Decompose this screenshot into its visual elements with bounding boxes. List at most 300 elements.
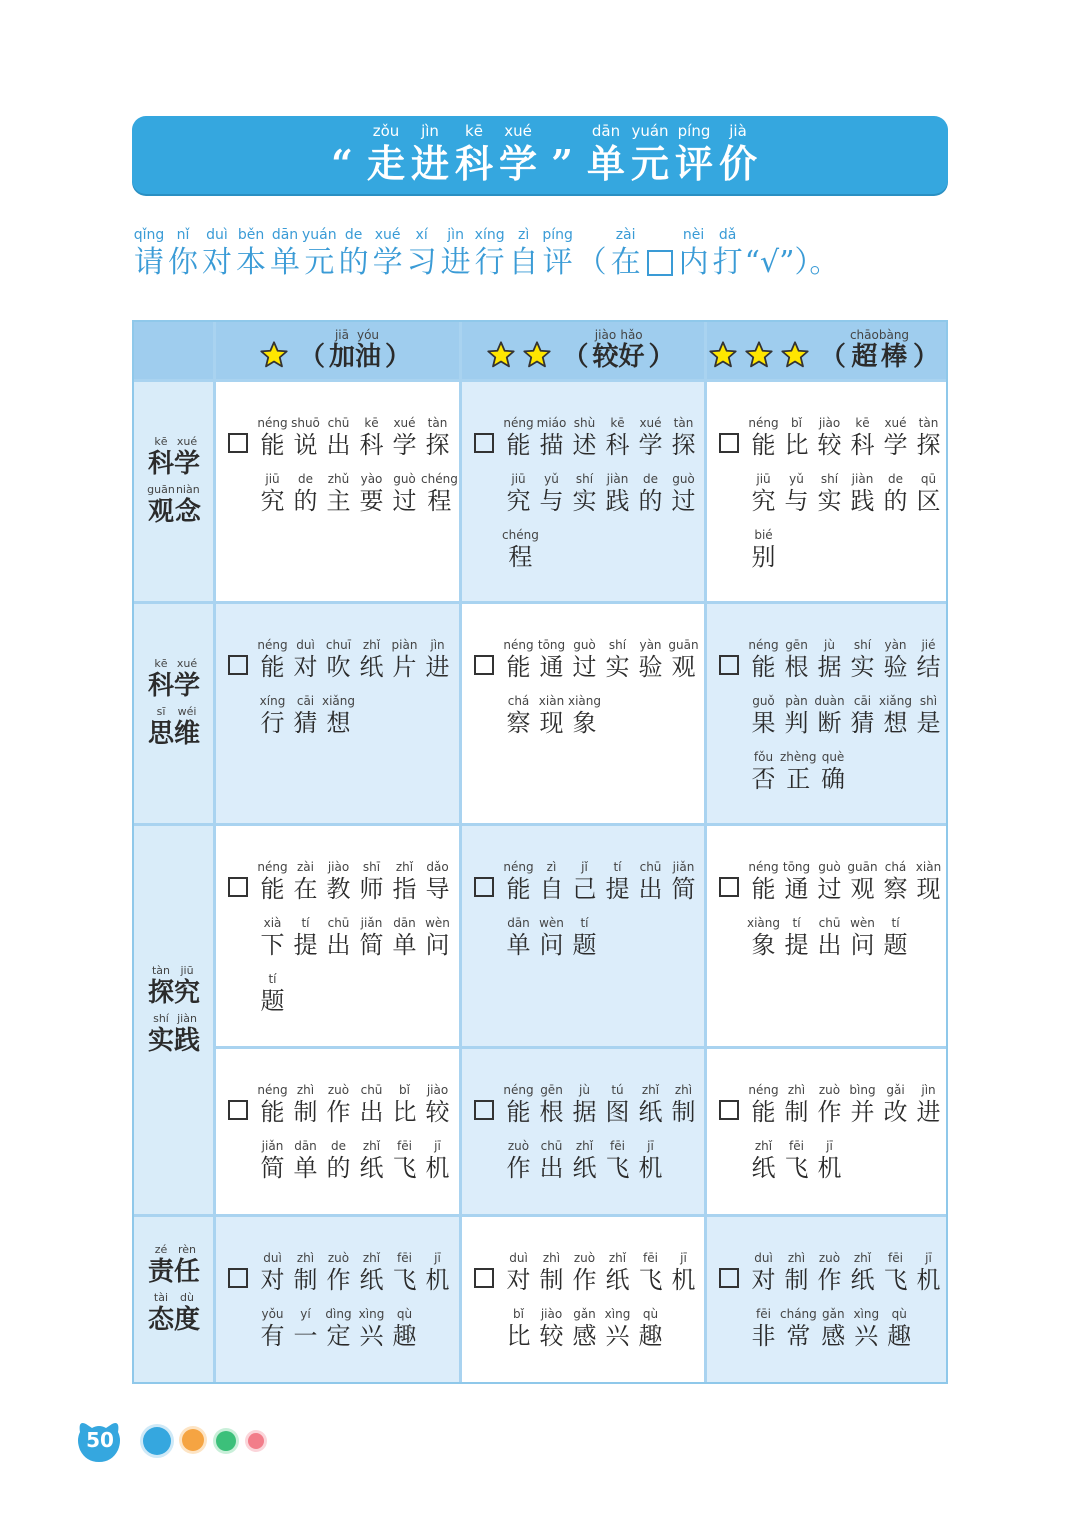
pinyin: shí — [820, 472, 839, 486]
self-check-checkbox[interactable] — [719, 655, 739, 675]
pinyin: jìn — [447, 227, 464, 243]
hanzi: 察 — [883, 875, 908, 903]
syllable — [388, 1083, 421, 1127]
hanzi: 能 — [506, 431, 531, 459]
syllable — [388, 638, 421, 682]
pinyin: fēi — [888, 1251, 903, 1265]
hanzi: 评 — [674, 141, 713, 186]
pinyin: bǐ — [399, 1083, 410, 1097]
pinyin: tàn — [427, 416, 448, 430]
self-check-checkbox[interactable] — [228, 877, 248, 897]
syllable — [289, 472, 322, 516]
self-check-checkbox[interactable] — [228, 433, 248, 453]
syllable — [452, 122, 496, 188]
grid-line-horizontal — [214, 1046, 946, 1049]
page-number: 50 — [86, 1428, 114, 1452]
syllable — [289, 1307, 322, 1351]
syllable — [329, 328, 355, 372]
hanzi: 纸 — [359, 653, 384, 681]
pinyin: dān — [393, 916, 416, 930]
pinyin: xué — [884, 416, 907, 430]
criterion-text — [719, 1245, 945, 1357]
pinyin: jiū — [511, 472, 526, 486]
pinyin: shù — [573, 416, 596, 430]
pinyin: fēi — [397, 1251, 412, 1265]
pinyin: néng — [503, 1083, 534, 1097]
self-check-checkbox[interactable] — [228, 1100, 248, 1120]
hanzi: 出 — [326, 431, 351, 459]
self-check-checkbox[interactable] — [474, 1100, 494, 1120]
category-line — [148, 1243, 200, 1287]
syllable — [337, 226, 371, 282]
criterion-line — [719, 1245, 945, 1295]
hanzi: 说 — [293, 431, 318, 459]
syllable — [256, 472, 289, 516]
syllable — [421, 1139, 454, 1183]
hanzi: 在 — [293, 875, 318, 903]
hanzi: 吹 — [326, 653, 351, 681]
pinyin: gǎi — [886, 1083, 905, 1097]
hanzi: 在 — [610, 245, 641, 280]
pinyin: tàn — [151, 964, 170, 977]
hanzi: 飞 — [883, 1266, 908, 1294]
syllable — [388, 860, 421, 904]
hanzi: 察 — [506, 709, 531, 737]
syllable — [439, 226, 473, 282]
decor-dot-blue — [143, 1427, 171, 1455]
self-check-checkbox[interactable] — [719, 877, 739, 897]
star-icon — [708, 340, 738, 370]
pinyin: xìng — [358, 1307, 385, 1321]
hanzi: 比 — [392, 1098, 417, 1126]
syllable — [388, 1139, 421, 1183]
syllable — [405, 226, 439, 282]
hanzi: 飞 — [392, 1154, 417, 1182]
hanzi: 究 — [260, 487, 285, 515]
syllable — [256, 916, 289, 960]
hanzi: 任 — [174, 1257, 201, 1287]
pinyin: de — [331, 1139, 346, 1153]
hanzi: 象 — [751, 931, 776, 959]
pinyin: tōng — [782, 860, 811, 874]
criterion-line — [474, 1077, 700, 1127]
hanzi: 较 — [539, 1322, 564, 1350]
self-check-checkbox[interactable] — [474, 655, 494, 675]
syllable — [408, 122, 452, 188]
pinyin: chū — [360, 1083, 383, 1097]
pinyin: tí — [891, 916, 900, 930]
self-check-checkbox[interactable] — [719, 1100, 739, 1120]
pinyin: jiào — [327, 860, 350, 874]
rating-label — [460, 328, 705, 372]
pinyin: tí — [301, 916, 310, 930]
hanzi: 趣 — [392, 1322, 417, 1350]
pinyin: xiàng — [568, 694, 602, 708]
category-line — [148, 1291, 200, 1335]
hanzi: 单 — [506, 931, 531, 959]
syllable — [850, 1307, 883, 1351]
syllable — [234, 226, 268, 282]
hanzi: “√” — [744, 245, 795, 280]
hanzi: 对 — [293, 653, 318, 681]
hanzi: 果 — [751, 709, 776, 737]
pinyin: jiào — [426, 1083, 449, 1097]
syllable — [256, 972, 289, 1016]
pinyin: xiǎng — [322, 694, 356, 708]
syllable — [256, 860, 289, 904]
pinyin: guān — [147, 483, 175, 496]
hanzi: 过 — [392, 487, 417, 515]
pinyin: zhì — [787, 1083, 806, 1097]
pinyin: xué — [393, 416, 416, 430]
syllable — [322, 1251, 355, 1295]
pinyin: chéng — [502, 528, 539, 542]
hanzi: 较 — [817, 431, 842, 459]
category-line — [148, 435, 200, 479]
syllable — [716, 122, 760, 188]
syllable — [289, 694, 322, 738]
syllable — [780, 1307, 817, 1351]
pinyin: zuò — [818, 1083, 841, 1097]
syllable — [355, 1307, 388, 1351]
syllable — [912, 694, 945, 738]
syllable — [355, 472, 388, 516]
self-check-checkbox[interactable] — [228, 1268, 248, 1288]
syllable — [502, 1139, 535, 1183]
hanzi: 出 — [326, 931, 351, 959]
hanzi: 较 — [592, 342, 619, 372]
syllable — [813, 472, 846, 516]
pinyin: miáo — [536, 416, 567, 430]
syllable — [879, 416, 912, 460]
pinyin: wèn — [425, 916, 450, 930]
self-check-checkbox[interactable] — [474, 433, 494, 453]
syllable — [473, 226, 507, 282]
syllable — [256, 694, 289, 738]
criterion-line — [474, 1133, 700, 1183]
hanzi: 比 — [784, 431, 809, 459]
syllable — [813, 638, 846, 682]
syllable — [575, 226, 609, 282]
syllable — [175, 483, 201, 527]
syllable — [174, 705, 200, 749]
syllable — [320, 122, 364, 188]
hanzi: 述 — [572, 431, 597, 459]
hanzi: 本 — [236, 245, 266, 280]
criterion-text — [719, 854, 945, 966]
pinyin: néng — [257, 860, 288, 874]
hanzi: 导 — [425, 875, 450, 903]
hanzi: ” — [551, 141, 573, 186]
evaluation-table — [132, 320, 948, 1384]
pinyin: jī — [434, 1251, 441, 1265]
criterion-text — [474, 1077, 700, 1189]
criterion-cell — [460, 602, 705, 824]
hanzi: 改 — [883, 1098, 908, 1126]
syllable — [846, 1251, 879, 1295]
hanzi: 学 — [372, 245, 403, 280]
pinyin: jìn — [921, 1083, 936, 1097]
pinyin: yǒu — [261, 1307, 284, 1321]
pinyin: dān — [507, 916, 530, 930]
syllable — [780, 416, 813, 460]
hanzi: 念 — [174, 497, 201, 527]
grid-line-horizontal — [134, 379, 946, 382]
pinyin: xué — [176, 657, 198, 670]
hanzi: 棒 — [880, 342, 907, 372]
criterion-line — [474, 522, 700, 572]
syllable — [568, 916, 601, 960]
pinyin: zì — [546, 860, 557, 874]
pinyin: zhì — [296, 1083, 315, 1097]
syllable — [667, 416, 700, 460]
pinyin: chū — [818, 916, 841, 930]
syllable — [745, 226, 795, 282]
syllable — [780, 472, 813, 516]
hanzi: 学 — [498, 141, 537, 186]
hanzi: 的 — [883, 487, 908, 515]
syllable — [388, 1307, 421, 1351]
hanzi: 对 — [506, 1266, 531, 1294]
pinyin: nèi — [682, 227, 705, 243]
pinyin: xià — [263, 916, 282, 930]
pinyin: yàn — [639, 638, 662, 652]
pinyin: yóu — [356, 328, 380, 342]
syllable — [502, 528, 539, 572]
hanzi: 简 — [671, 875, 696, 903]
syllable — [634, 1083, 667, 1127]
pinyin: de — [643, 472, 658, 486]
pinyin: píng — [677, 122, 711, 140]
syllable — [601, 1251, 634, 1295]
hanzi: 科 — [147, 449, 174, 479]
syllable — [813, 860, 846, 904]
pinyin: xué — [504, 122, 532, 140]
hanzi: 油 — [355, 342, 382, 372]
syllable — [302, 226, 337, 282]
pinyin: xué — [176, 435, 198, 448]
hanzi: 机 — [916, 1266, 941, 1294]
square-icon — [647, 250, 673, 276]
criterion-line — [719, 1077, 945, 1127]
syllable — [747, 472, 780, 516]
syllable — [568, 1251, 601, 1295]
criterion-line — [719, 910, 945, 960]
syllable — [502, 416, 535, 460]
syllable — [879, 916, 912, 960]
hanzi: 单 — [293, 1154, 318, 1182]
hanzi: 进 — [425, 653, 450, 681]
pinyin: néng — [257, 416, 288, 430]
criterion-line — [719, 466, 945, 516]
criterion-text — [474, 1245, 700, 1357]
grid-line-horizontal — [134, 601, 946, 604]
paren-open: （ — [298, 342, 325, 372]
pinyin: rèn — [177, 1243, 197, 1256]
pinyin: guǒ — [752, 694, 775, 708]
hanzi: 教 — [326, 875, 351, 903]
syllable — [132, 226, 166, 282]
criterion-line — [474, 1301, 700, 1351]
decor-dot-orange — [182, 1429, 204, 1451]
pinyin: tí — [792, 916, 801, 930]
pinyin: gǎn — [821, 1307, 845, 1321]
syllable — [780, 916, 813, 960]
self-check-checkbox[interactable] — [474, 1268, 494, 1288]
hanzi: 思 — [147, 719, 174, 749]
pinyin: yuán — [302, 227, 337, 243]
syllable — [568, 1139, 601, 1183]
hanzi: 指 — [392, 875, 417, 903]
hanzi: 定 — [326, 1322, 351, 1350]
criterion-line — [474, 632, 700, 682]
decor-dot-pink — [248, 1433, 264, 1449]
criterion-cell — [214, 824, 460, 1047]
pinyin: dìng — [325, 1307, 352, 1321]
syllable — [148, 1012, 174, 1056]
syllable — [780, 750, 817, 794]
syllable — [421, 860, 454, 904]
criterion-line — [719, 688, 945, 738]
syllable — [817, 1307, 850, 1351]
criterion-line — [228, 854, 454, 904]
syllable — [601, 416, 634, 460]
pinyin: dān — [271, 227, 299, 243]
pinyin: néng — [257, 638, 288, 652]
hanzi: 问 — [539, 931, 564, 959]
hanzi: 能 — [751, 653, 776, 681]
page-title — [132, 122, 948, 188]
hanzi: 元 — [304, 245, 335, 280]
pinyin: zì — [518, 227, 530, 243]
syllable — [355, 1251, 388, 1295]
syllable — [747, 638, 780, 682]
hanzi: 观 — [850, 875, 875, 903]
hanzi: 走 — [366, 141, 405, 186]
category-label — [134, 657, 214, 753]
pinyin: jiǎn — [261, 1139, 284, 1153]
syllable — [780, 694, 813, 738]
pinyin: cāi — [296, 694, 315, 708]
hanzi: 飞 — [605, 1154, 630, 1182]
syllable — [289, 916, 322, 960]
hanzi: 纸 — [359, 1154, 384, 1182]
hanzi: 机 — [425, 1154, 450, 1182]
criterion-line — [228, 1301, 454, 1351]
hanzi: 与 — [539, 487, 564, 515]
self-check-checkbox[interactable] — [474, 877, 494, 897]
syllable — [535, 1307, 568, 1351]
pinyin: chū — [327, 416, 350, 430]
pinyin: hǎo — [620, 328, 643, 342]
hanzi: 对 — [202, 245, 232, 280]
self-check-checkbox[interactable] — [719, 1268, 739, 1288]
criterion-cell — [705, 1215, 946, 1382]
hanzi: 问 — [425, 931, 450, 959]
criterion-text — [228, 1245, 454, 1357]
pinyin: cháng — [780, 1307, 817, 1321]
pinyin: gēn — [540, 1083, 563, 1097]
hanzi: 验 — [638, 653, 663, 681]
hanzi: 的 — [326, 1154, 351, 1182]
syllable — [388, 916, 421, 960]
hanzi: 探 — [671, 431, 696, 459]
criterion-text — [474, 410, 700, 578]
hanzi: 实 — [147, 1026, 174, 1056]
syllable — [535, 472, 568, 516]
syllable — [289, 1139, 322, 1183]
hanzi: （ — [576, 245, 607, 280]
hanzi: 作 — [572, 1266, 597, 1294]
syllable — [846, 638, 879, 682]
pinyin: jiàn — [177, 1012, 197, 1025]
syllable — [879, 860, 912, 904]
syllable — [813, 1251, 846, 1295]
syllable — [256, 1251, 289, 1295]
hanzi: 进 — [440, 245, 471, 280]
header-rating-2 — [460, 322, 705, 380]
criterion-line — [719, 522, 945, 572]
pinyin: zuò — [327, 1083, 350, 1097]
pinyin: xíng — [474, 227, 505, 243]
syllable — [672, 122, 716, 188]
hanzi: 猜 — [293, 709, 318, 737]
hanzi: 验 — [883, 653, 908, 681]
pinyin: jìn — [430, 638, 445, 652]
hanzi: 简 — [260, 1154, 285, 1182]
hanzi: 能 — [506, 1098, 531, 1126]
pinyin: xiàn — [538, 694, 565, 708]
syllable — [813, 694, 846, 738]
pinyin: bié — [754, 528, 773, 542]
hanzi: 能 — [751, 431, 776, 459]
pinyin: běn — [237, 227, 265, 243]
hanzi: 正 — [786, 765, 811, 793]
pinyin: zài — [615, 227, 636, 243]
syllable — [601, 638, 634, 682]
syllable — [535, 416, 568, 460]
decor-dot-green — [216, 1431, 236, 1451]
star-icon — [259, 340, 289, 370]
syllable — [421, 1251, 454, 1295]
pinyin: shí — [575, 472, 594, 486]
pinyin: jiǎn — [672, 860, 695, 874]
syllable — [322, 916, 355, 960]
hanzi: 程 — [508, 543, 533, 571]
syllable — [667, 1083, 700, 1127]
pinyin: jiào — [818, 416, 841, 430]
pinyin: néng — [503, 416, 534, 430]
hanzi: 描 — [539, 431, 564, 459]
hanzi: 兴 — [359, 1322, 384, 1350]
self-check-checkbox[interactable] — [719, 433, 739, 453]
pinyin: jī — [647, 1139, 654, 1153]
pinyin: zuò — [507, 1139, 530, 1153]
self-check-checkbox[interactable] — [228, 655, 248, 675]
syllable — [200, 226, 234, 282]
star-icon — [486, 340, 516, 370]
pinyin: duì — [296, 638, 315, 652]
hanzi: 的 — [338, 245, 369, 280]
hanzi: 与 — [784, 487, 809, 515]
syllable — [780, 1083, 813, 1127]
hanzi: 进 — [410, 141, 449, 186]
pinyin: jī — [434, 1139, 441, 1153]
syllable — [256, 1083, 289, 1127]
syllable — [747, 1251, 780, 1295]
syllable — [502, 638, 535, 682]
syllable — [289, 1083, 322, 1127]
